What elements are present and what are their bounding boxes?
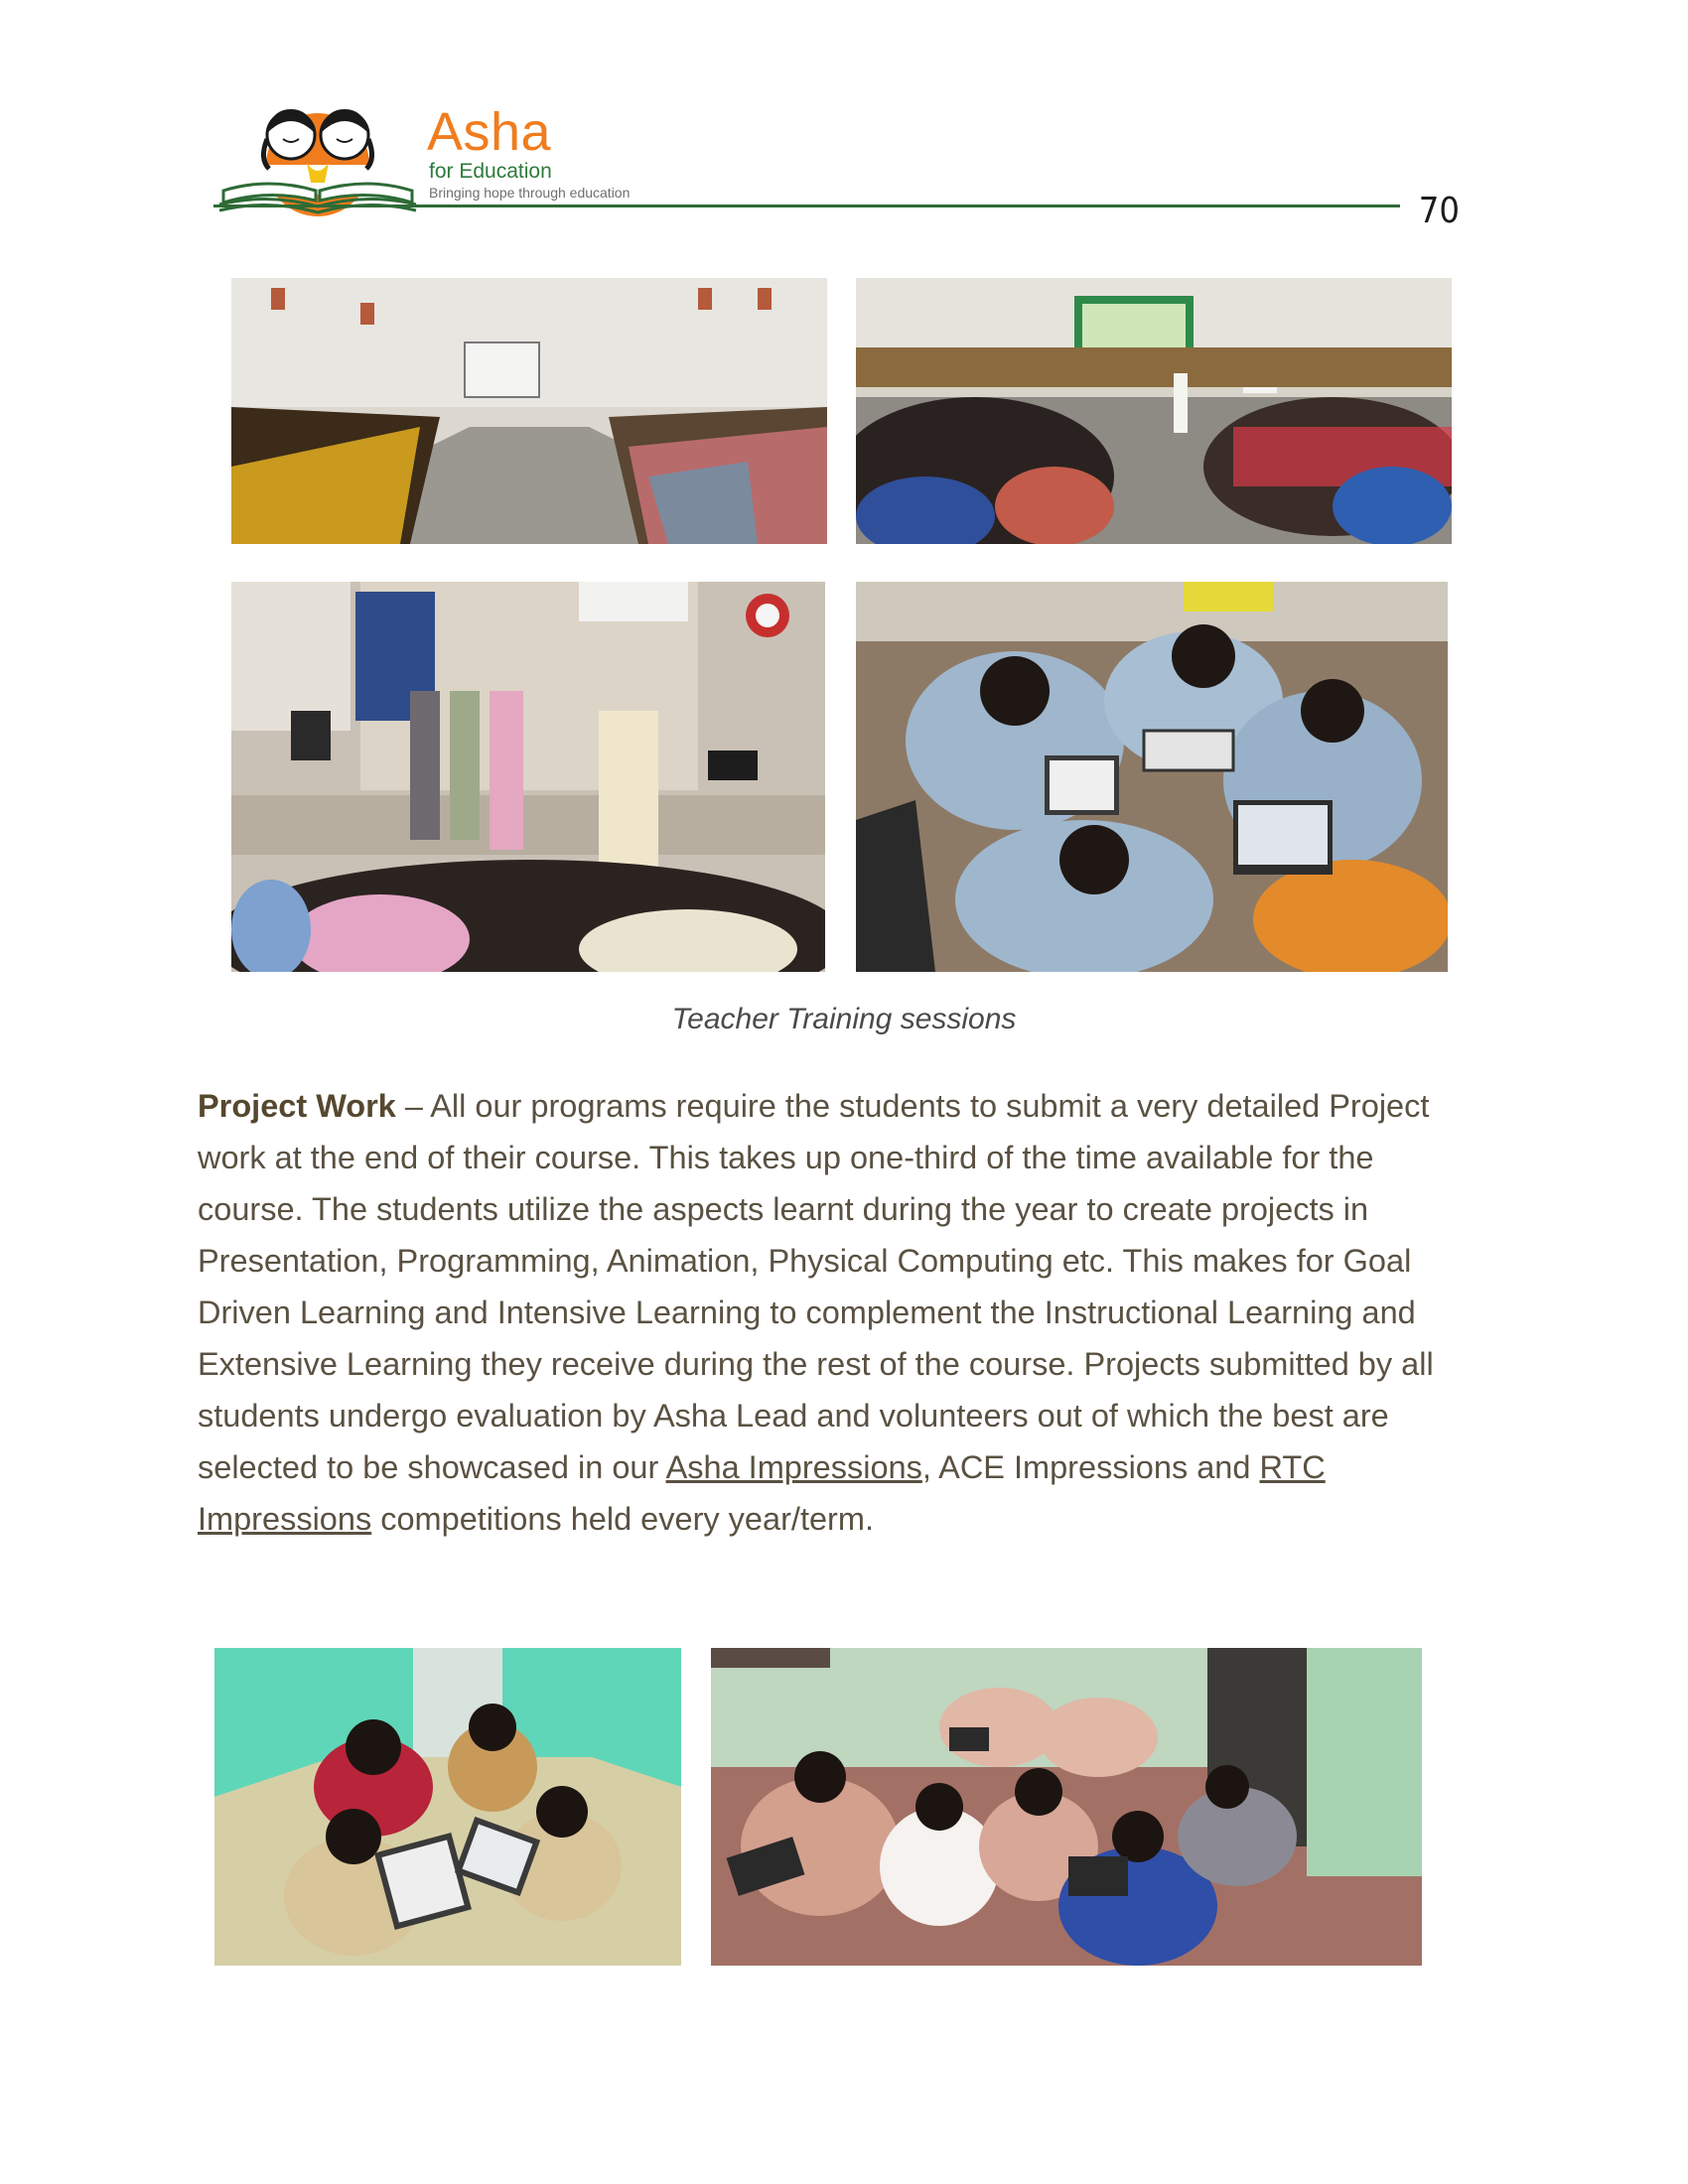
assembly-hall-photo bbox=[231, 278, 827, 544]
laptop-group-photo bbox=[856, 582, 1448, 972]
paragraph-text-2: , ACE Impressions and bbox=[921, 1449, 1260, 1485]
rtc-impressions-link[interactable]: RTC Impressions bbox=[198, 1449, 1326, 1537]
page-number: 70 bbox=[1418, 191, 1460, 231]
brand-name: Asha bbox=[427, 102, 552, 162]
students-laptop-room-photo bbox=[214, 1648, 681, 1966]
project-work-paragraph bbox=[198, 1080, 1488, 1545]
seated-audience-hall-photo bbox=[856, 278, 1452, 544]
students-terrace-laptop-photo bbox=[711, 1648, 1422, 1966]
brand-subtitle: for Education bbox=[429, 160, 552, 183]
header-divider bbox=[213, 205, 1400, 207]
paragraph-text-3: competitions held every year/term. bbox=[371, 1501, 874, 1537]
stage-presentation-photo bbox=[231, 582, 825, 972]
page-header bbox=[213, 99, 1460, 238]
paragraph-text-1: – All our programs require the students to submit a very detailed Project work at the end of their course. This takes up one-third of the time available for the course. The students utilize the aspects learnt during the year to create projects in Presentation, Programming, Animation, Physical Computing etc. This makes for Goal Driven Learning and Intensive Learning to complement the Instructional Learning and Extensive Learning they receive during the rest of the course. Projects submitted by all students undergo evaluation by Asha Lead and volunteers out of which the best are selected to be showcased in our bbox=[198, 1088, 1434, 1485]
asha-impressions-link[interactable]: Asha Impressions bbox=[665, 1449, 922, 1485]
photo-caption: Teacher Training sessions bbox=[671, 1003, 1017, 1035]
paragraph-lead: Project Work bbox=[198, 1088, 396, 1124]
brand-tagline: Bringing hope through education bbox=[429, 185, 631, 201]
asha-logo-icon bbox=[213, 99, 422, 216]
